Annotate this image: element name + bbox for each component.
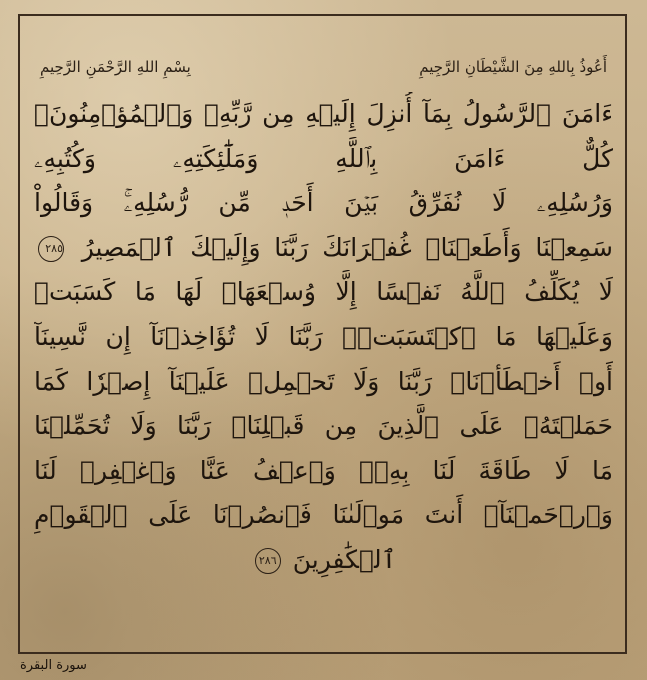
verse-line xyxy=(34,360,613,405)
header xyxy=(40,50,607,84)
surah-name-caption: سورة البقرة xyxy=(20,658,87,673)
verse-line-text: وَٱرۡحَمۡنَآۚ أَنتَ مَوۡلَىٰنَا فَٱنصُرۡنَا عَلَى ٱلۡقَوۡمِ xyxy=(34,500,613,530)
verse-line xyxy=(34,538,613,583)
verse-line-text: ٱلۡكَٰفِرِينَ xyxy=(292,544,397,574)
isti3adha-text: أَعُوذُ بِاللهِ مِنَ الشَّيْطَانِ الرَّجِيمِ xyxy=(419,58,607,76)
verse-line xyxy=(34,404,613,449)
verse-line-text: ءَامَنَ ٱلرَّسُولُ بِمَآ أُنزِلَ إِلَيۡهِ مِن رَّبِّهِۦ وَٱلۡمُؤۡمِنُونَۚ xyxy=(34,99,613,128)
verse-number-marker: ٢٨٦ xyxy=(255,548,281,574)
verse-line xyxy=(34,449,613,494)
verse-line-text: حَمَلۡتَهُۥ عَلَى ٱلَّذِينَ مِن قَبۡلِنَاۚ رَبَّنَا وَلَا تُحَمِّلۡنَا xyxy=(34,411,613,441)
verse-line xyxy=(34,137,613,182)
verse-line xyxy=(34,181,613,226)
verse-line-text: مَا لَا طَاقَةَ لَنَا بِهِۦۖ وَٱعۡفُ عَنَّا وَٱغۡفِرۡ لَنَا xyxy=(34,455,613,485)
verse-line xyxy=(34,493,613,538)
verse-line xyxy=(34,92,613,137)
verse-number-marker: ٢٨٥ xyxy=(38,236,64,262)
verse-line-text: وَرُسُلِهِۦ لَا نُفَرِّقُ بَيۡنَ أَحَدٖ مِّن رُّسُلِهِۦۚ وَقَالُواْ xyxy=(34,188,613,218)
basmala-text: بِسْمِ اللهِ الرَّحْمَنِ الرَّحِيمِ xyxy=(40,58,191,76)
verse-line-text: وَعَلَيۡهَا مَا ٱكۡتَسَبَتۡۗ رَبَّنَا لَا تُؤَاخِذۡنَآ إِن نَّسِينَآ xyxy=(34,321,613,351)
verse-line-text: كُلٌّ ءَامَنَ بِٱللَّهِ وَمَلَٰٓئِكَتِهِۦ وَكُتُبِهِۦ xyxy=(34,143,613,173)
verse-line-text: لَا يُكَلِّفُ ٱللَّهُ نَفۡسًا إِلَّا وُسۡعَهَاۚ لَهَا مَا كَسَبَتۡ xyxy=(34,277,613,307)
verses-block xyxy=(34,92,613,583)
verse-line xyxy=(34,226,613,271)
verse-line xyxy=(34,315,613,360)
verse-line xyxy=(34,270,613,315)
verse-line-text: سَمِعۡنَا وَأَطَعۡنَاۖ غُفۡرَانَكَ رَبَّنَا وَإِلَيۡكَ ٱلۡمَصِيرُ xyxy=(81,232,613,262)
verse-line-text: أَوۡ أَخۡطَأۡنَاۚ رَبَّنَا وَلَا تَحۡمِلۡ عَلَيۡنَآ إِصۡرٗا كَمَا xyxy=(34,366,613,396)
